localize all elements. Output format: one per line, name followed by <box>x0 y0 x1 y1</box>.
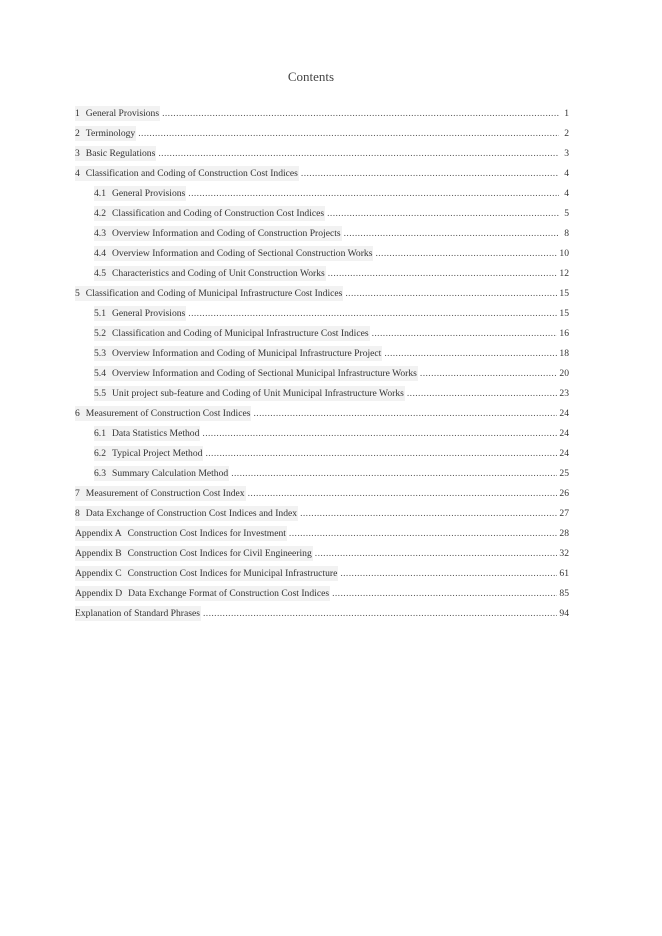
toc-entry-label[interactable]: Data Exchange of Construction Cost Indices and Index <box>85 508 298 519</box>
toc-dot-leader <box>420 366 558 381</box>
toc-entry-label[interactable]: Unit project sub-feature and Coding of Unit Municipal Infrastructure Works <box>112 388 404 399</box>
toc-entry[interactable] <box>75 606 569 626</box>
toc-entry-label[interactable]: Data Statistics Method <box>112 428 200 439</box>
page-title: Contents <box>287 69 335 84</box>
toc-entry[interactable] <box>75 146 569 166</box>
toc-entry[interactable] <box>75 546 569 566</box>
toc-entry[interactable] <box>75 486 569 506</box>
toc-entry[interactable] <box>75 346 569 366</box>
toc-entry-label[interactable]: Typical Project Method <box>112 448 203 459</box>
toc-dot-leader <box>300 506 557 521</box>
toc-entry[interactable] <box>75 166 569 186</box>
toc-entry[interactable] <box>75 386 569 406</box>
toc-entry-label[interactable]: Overview Information and Coding of Municipal Infrastructure Project <box>112 348 382 359</box>
toc-entry[interactable] <box>75 186 569 206</box>
toc-entry-page-number: 23 <box>559 388 569 399</box>
toc-entry-label[interactable]: General Provisions <box>85 108 160 119</box>
toc-entry-page-number: 15 <box>559 288 569 299</box>
toc-entry-number: 4.3 <box>94 226 112 241</box>
toc-entry-page-number: 24 <box>559 408 569 419</box>
toc-entry-label[interactable]: Overview Information and Coding of Construction Projects <box>112 228 341 239</box>
toc-entry[interactable] <box>75 206 569 226</box>
toc-entry-label[interactable]: Measurement of Construction Cost Indices <box>85 408 251 419</box>
toc-entry-page-number: 15 <box>559 308 569 319</box>
toc-entry-number: 2 <box>75 126 86 141</box>
toc-dot-leader <box>332 586 557 601</box>
toc-dot-leader <box>248 486 558 501</box>
toc-entry[interactable] <box>75 226 569 246</box>
toc-entry-page-number: 85 <box>559 588 569 599</box>
toc-entry-label[interactable]: Measurement of Construction Cost Index <box>85 488 245 499</box>
toc-entry-page-number: 4 <box>564 188 569 199</box>
toc-dot-leader <box>315 546 558 561</box>
toc-dot-leader <box>203 606 557 621</box>
toc-entry-label[interactable]: Construction Cost Indices for Municipal Infrastructure <box>127 568 338 579</box>
toc-entry-page-number: 16 <box>559 328 569 339</box>
toc-entry-number: Appendix D <box>75 586 128 601</box>
toc-entry[interactable] <box>75 366 569 386</box>
toc-dot-leader <box>407 386 558 401</box>
toc-entry-number: Appendix A <box>75 526 128 541</box>
toc-entry-number: Appendix B <box>75 546 128 561</box>
toc-entry-page-number: 94 <box>559 608 569 619</box>
toc-entry-label[interactable]: General Provisions <box>112 308 186 319</box>
toc-entry[interactable] <box>75 246 569 266</box>
toc-entry-label[interactable]: Explanation of Standard Phrases <box>75 608 200 619</box>
toc-entry[interactable] <box>75 506 569 526</box>
toc-dot-leader <box>188 306 557 321</box>
toc-entry-number: 7 <box>75 486 86 501</box>
toc-entry-number: 4.4 <box>94 246 112 261</box>
toc-dot-leader <box>345 286 557 301</box>
toc-entry-page-number: 5 <box>564 208 569 219</box>
toc-dot-leader <box>327 206 559 221</box>
toc-entry-label[interactable]: Basic Regulations <box>85 148 156 159</box>
toc-entry-label[interactable]: Summary Calculation Method <box>112 468 229 479</box>
toc-entry[interactable] <box>75 306 569 326</box>
toc-entry-label[interactable]: Construction Cost Indices for Investment <box>127 528 286 539</box>
toc-entry[interactable] <box>75 466 569 486</box>
toc-entry-page-number: 24 <box>559 448 569 459</box>
toc-entry-label[interactable]: General Provisions <box>112 188 186 199</box>
toc-entry-number: 4 <box>75 166 86 181</box>
toc-dot-leader <box>158 146 559 161</box>
toc-entry-number: 5.4 <box>94 366 112 381</box>
toc-entry-label[interactable]: Construction Cost Indices for Civil Engineering <box>127 548 312 559</box>
toc-entry-number: 5.1 <box>94 306 112 321</box>
toc-dot-leader <box>340 566 557 581</box>
toc-entry-page-number: 28 <box>559 528 569 539</box>
toc-dot-leader <box>202 426 557 441</box>
toc-entry-number: 5.3 <box>94 346 112 361</box>
toc-entry-number: 6.2 <box>94 446 112 461</box>
toc-entry-page-number: 8 <box>564 228 569 239</box>
toc-dot-leader <box>289 526 557 541</box>
toc-dot-leader <box>344 226 559 241</box>
toc-dot-leader <box>328 266 558 281</box>
toc-entry-page-number: 10 <box>559 248 569 259</box>
toc-entry-number: 3 <box>75 146 86 161</box>
toc-entry-number: 4.5 <box>94 266 112 281</box>
toc-entry-page-number: 27 <box>559 508 569 519</box>
toc-dot-leader <box>205 446 557 461</box>
toc-entry-label[interactable]: Overview Information and Coding of Sectional Construction Works <box>112 248 373 259</box>
toc-dot-leader <box>188 186 559 201</box>
toc-entry-page-number: 25 <box>559 468 569 479</box>
toc-entry[interactable] <box>75 266 569 286</box>
toc-entry-number: 5 <box>75 286 86 301</box>
toc-entry-page-number: 32 <box>559 548 569 559</box>
toc-dot-leader <box>384 346 557 361</box>
toc-dot-leader <box>375 246 557 261</box>
toc-entry-page-number: 12 <box>559 268 569 279</box>
toc-entry-page-number: 61 <box>559 568 569 579</box>
toc-entry-number: 5.5 <box>94 386 112 401</box>
toc-entry[interactable] <box>75 326 569 346</box>
toc-entry[interactable] <box>75 286 569 306</box>
toc-entry-number: 8 <box>75 506 86 521</box>
toc-entry-label[interactable]: Overview Information and Coding of Sectional Municipal Infrastructure Works <box>112 368 417 379</box>
toc-entry-page-number: 3 <box>564 148 569 159</box>
toc-entry[interactable] <box>75 566 569 586</box>
toc-entry-number: 6.3 <box>94 466 112 481</box>
toc-dot-leader <box>231 466 557 481</box>
toc-entry-number: 1 <box>75 106 86 121</box>
toc-entry[interactable] <box>75 406 569 426</box>
toc-entry-label[interactable]: Classification and Coding of Municipal Infrastructure Cost Indices <box>112 328 369 339</box>
toc-entry-number: 4.2 <box>94 206 112 221</box>
table-of-contents <box>75 106 569 626</box>
toc-entry-page-number: 18 <box>559 348 569 359</box>
toc-dot-leader <box>301 166 559 181</box>
toc-entry-label[interactable]: Classification and Coding of Municipal Infrastructure Cost Indices <box>85 288 343 299</box>
toc-entry[interactable] <box>75 526 569 546</box>
toc-entry-label[interactable]: Terminology <box>85 128 136 139</box>
toc-entry-label[interactable]: Classification and Coding of Construction Cost Indices <box>112 208 325 219</box>
toc-entry[interactable] <box>75 126 569 146</box>
toc-entry-number: Appendix C <box>75 566 128 581</box>
toc-entry-number: 6 <box>75 406 86 421</box>
toc-entry-page-number: 2 <box>564 128 569 139</box>
toc-entry-page-number: 26 <box>559 488 569 499</box>
toc-entry[interactable] <box>75 446 569 466</box>
toc-entry[interactable] <box>75 586 569 606</box>
toc-entry-page-number: 4 <box>564 168 569 179</box>
toc-dot-leader <box>162 106 559 121</box>
toc-entry[interactable] <box>75 106 569 126</box>
toc-entry-number: 5.2 <box>94 326 112 341</box>
toc-entry-label[interactable]: Classification and Coding of Construction Cost Indices <box>85 168 298 179</box>
toc-entry[interactable] <box>75 426 569 446</box>
toc-dot-leader <box>372 326 558 341</box>
toc-entry-number: 6.1 <box>94 426 112 441</box>
toc-entry-label[interactable]: Data Exchange Format of Construction Cost Indices <box>128 588 330 599</box>
toc-entry-number: 4.1 <box>94 186 112 201</box>
toc-entry-page-number: 20 <box>559 368 569 379</box>
toc-dot-leader <box>138 126 559 141</box>
toc-dot-leader <box>253 406 557 421</box>
toc-entry-page-number: 24 <box>559 428 569 439</box>
toc-entry-label[interactable]: Characteristics and Coding of Unit Construction Works <box>112 268 325 279</box>
toc-entry-page-number: 1 <box>564 108 569 119</box>
